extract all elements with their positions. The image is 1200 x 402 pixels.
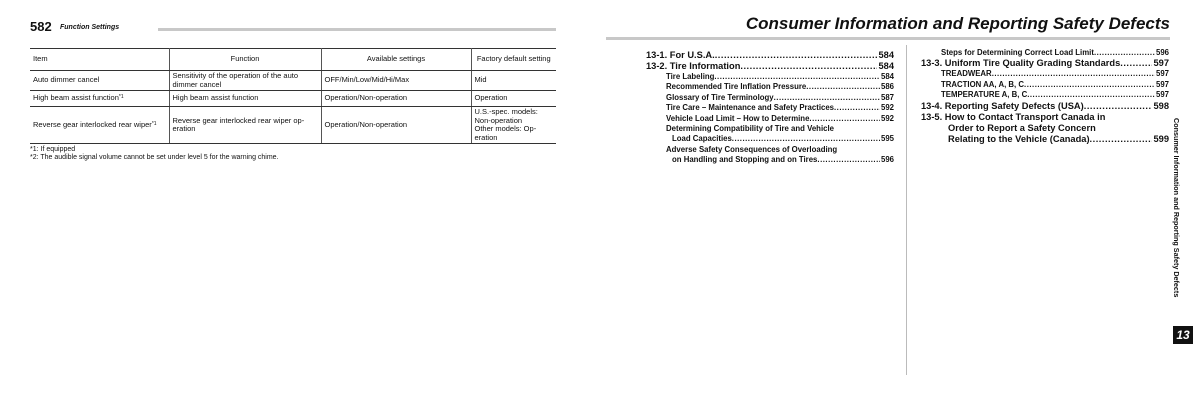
toc-entry[interactable] xyxy=(646,155,894,165)
toc-label: Load Capacities xyxy=(672,134,732,144)
function-settings-table xyxy=(30,48,556,144)
toc-label: Glossary of Tire Terminology xyxy=(666,92,774,102)
cell-settings: Operation/Non-operation xyxy=(321,91,471,107)
side-tab-label: Consumer Information and Reporting Safety Defects xyxy=(1172,118,1181,298)
toc-label: Recommended Tire Inflation Pressure xyxy=(666,82,807,92)
footnote: *2: The audible signal volume cannot be set under level 5 for the warning chime. xyxy=(30,154,279,161)
toc-page-number: 587 xyxy=(880,92,894,102)
toc-entry[interactable] xyxy=(921,123,1169,134)
toc-page-number: 597 xyxy=(1153,58,1169,69)
footnotes xyxy=(30,146,279,162)
toc-entry[interactable] xyxy=(646,103,894,113)
toc-entry[interactable] xyxy=(646,145,894,155)
table-header-row xyxy=(30,49,556,71)
cell-default: U.S.-spec. models: Non-operation Other models: Op- eration xyxy=(471,107,556,144)
toc-leader xyxy=(806,82,880,92)
toc-label: 13-5. How to Contact Transport Canada in xyxy=(921,111,1106,122)
toc-leader xyxy=(1084,101,1153,112)
cell-default: Mid xyxy=(471,71,556,91)
header-function: Function xyxy=(169,49,321,71)
cell-function: Sensitivity of the operation of the auto dimmer cancel xyxy=(169,71,321,91)
toc-leader xyxy=(774,93,880,103)
table-row xyxy=(30,71,556,91)
cell-function: High beam assist function xyxy=(169,91,321,107)
toc-label: Order to Report a Safety Concern xyxy=(948,122,1096,133)
toc-entry[interactable] xyxy=(646,82,894,92)
header-available-settings: Available settings xyxy=(321,49,471,71)
toc-leader xyxy=(1120,58,1152,69)
toc-entry[interactable] xyxy=(646,93,894,103)
toc-entry[interactable] xyxy=(921,90,1169,100)
toc-page-number: 596 xyxy=(1155,48,1169,57)
toc-page-number: 584 xyxy=(878,61,894,71)
toc-page-number: 598 xyxy=(1153,100,1169,111)
cell-settings: Operation/Non-operation xyxy=(321,107,471,144)
header-item: Item xyxy=(30,49,169,71)
toc-leader xyxy=(715,50,878,61)
footnote-ref: *1 xyxy=(151,120,157,127)
toc-entry[interactable] xyxy=(646,114,894,124)
toc-page-number: 597 xyxy=(1155,79,1169,89)
toc-label: Relating to the Vehicle (Canada) xyxy=(948,133,1090,144)
side-tab xyxy=(1171,118,1191,328)
title-rule xyxy=(606,37,1170,40)
footnote: *1: If equipped xyxy=(30,146,76,153)
toc-label: Determining Compatibility of Tire and Vehicle xyxy=(666,124,834,134)
table-row xyxy=(30,107,556,144)
toc-leader xyxy=(809,114,880,124)
footnote-ref: *1 xyxy=(118,94,124,101)
toc-entry[interactable] xyxy=(921,48,1169,58)
page-number: 582 xyxy=(30,19,52,34)
table-row xyxy=(30,91,556,107)
toc-label: TEMPERATURE A, B, C xyxy=(941,90,1028,100)
toc-label: Steps for Determining Correct Load Limit xyxy=(941,48,1094,57)
toc-entry[interactable] xyxy=(646,61,894,72)
toc-label: Tire Labeling xyxy=(666,72,715,81)
toc-label: Tire Care – Maintenance and Safety Practices xyxy=(666,103,834,113)
header-rule xyxy=(158,28,556,31)
header-factory-default: Factory default setting xyxy=(471,49,556,71)
toc-entry[interactable] xyxy=(646,124,894,134)
toc-leader xyxy=(992,69,1155,79)
toc-page-number: 584 xyxy=(880,72,894,81)
cell-item: Auto dimmer cancel xyxy=(30,71,169,91)
toc-entry[interactable] xyxy=(646,72,894,82)
cell-item: Reverse gear interlocked rear wiper$^{*1}$ xyxy=(30,107,169,144)
toc-leader xyxy=(732,134,880,144)
toc-leader xyxy=(714,72,880,82)
toc-label: 13-3. Uniform Tire Quality Grading Standards xyxy=(921,58,1121,69)
toc-label: 13-4. Reporting Safety Defects (USA) xyxy=(921,100,1084,111)
toc-label: Adverse Safety Consequences of Overloading xyxy=(666,144,838,154)
toc-page-number: 597 xyxy=(1155,69,1169,79)
toc-label: TRACTION AA, A, B, C xyxy=(941,79,1025,89)
left-page-header xyxy=(30,20,556,32)
toc-label: TREADWEAR xyxy=(941,69,992,79)
toc-leader xyxy=(1094,48,1155,58)
toc-label: 13-2. Tire Information xyxy=(646,61,741,71)
toc-entry[interactable] xyxy=(921,69,1169,79)
cell-default: Operation xyxy=(471,91,556,107)
chapter-number-tab: 13 xyxy=(1173,326,1193,344)
toc-leader xyxy=(1090,134,1153,145)
toc-leader xyxy=(817,155,880,165)
toc-entry[interactable] xyxy=(921,58,1169,69)
toc-page-number: 595 xyxy=(880,134,894,144)
toc-entry[interactable] xyxy=(646,134,894,144)
toc-page-number: 592 xyxy=(880,113,894,123)
toc-leader xyxy=(740,61,877,72)
toc-entry[interactable] xyxy=(646,50,894,61)
toc-page-number: 584 xyxy=(878,50,894,60)
toc-column-1 xyxy=(646,50,894,166)
toc-column-2 xyxy=(921,48,1169,145)
section-title: Function Settings xyxy=(60,24,120,31)
toc-label: on Handling and Stopping and on Tires xyxy=(672,155,818,165)
toc-page-number: 596 xyxy=(880,155,894,165)
chapter-title: Consumer Information and Reporting Safety Defects xyxy=(745,14,1170,33)
toc-page-number: 597 xyxy=(1155,90,1169,100)
cell-item: High beam assist function$^{*1}$ xyxy=(30,91,169,107)
toc-label: Vehicle Load Limit – How to Determine xyxy=(666,113,810,123)
cell-settings: OFF/Min/Low/Mid/Hi/Max xyxy=(321,71,471,91)
toc-page-number: 586 xyxy=(880,82,894,92)
toc-leader xyxy=(1027,90,1155,100)
toc-entry[interactable] xyxy=(921,101,1169,112)
toc-leader xyxy=(1024,80,1155,90)
toc-page-number: 592 xyxy=(880,103,894,113)
toc-entry[interactable] xyxy=(921,112,1169,123)
toc-entry[interactable] xyxy=(921,134,1169,145)
column-divider xyxy=(906,45,907,375)
toc-label: 13-1. For U.S.A. xyxy=(646,50,715,60)
toc-entry[interactable] xyxy=(921,80,1169,90)
cell-function: Reverse gear interlocked rear wiper op-eration xyxy=(169,107,321,144)
toc-leader xyxy=(834,103,880,113)
toc-page-number: 599 xyxy=(1153,133,1169,144)
